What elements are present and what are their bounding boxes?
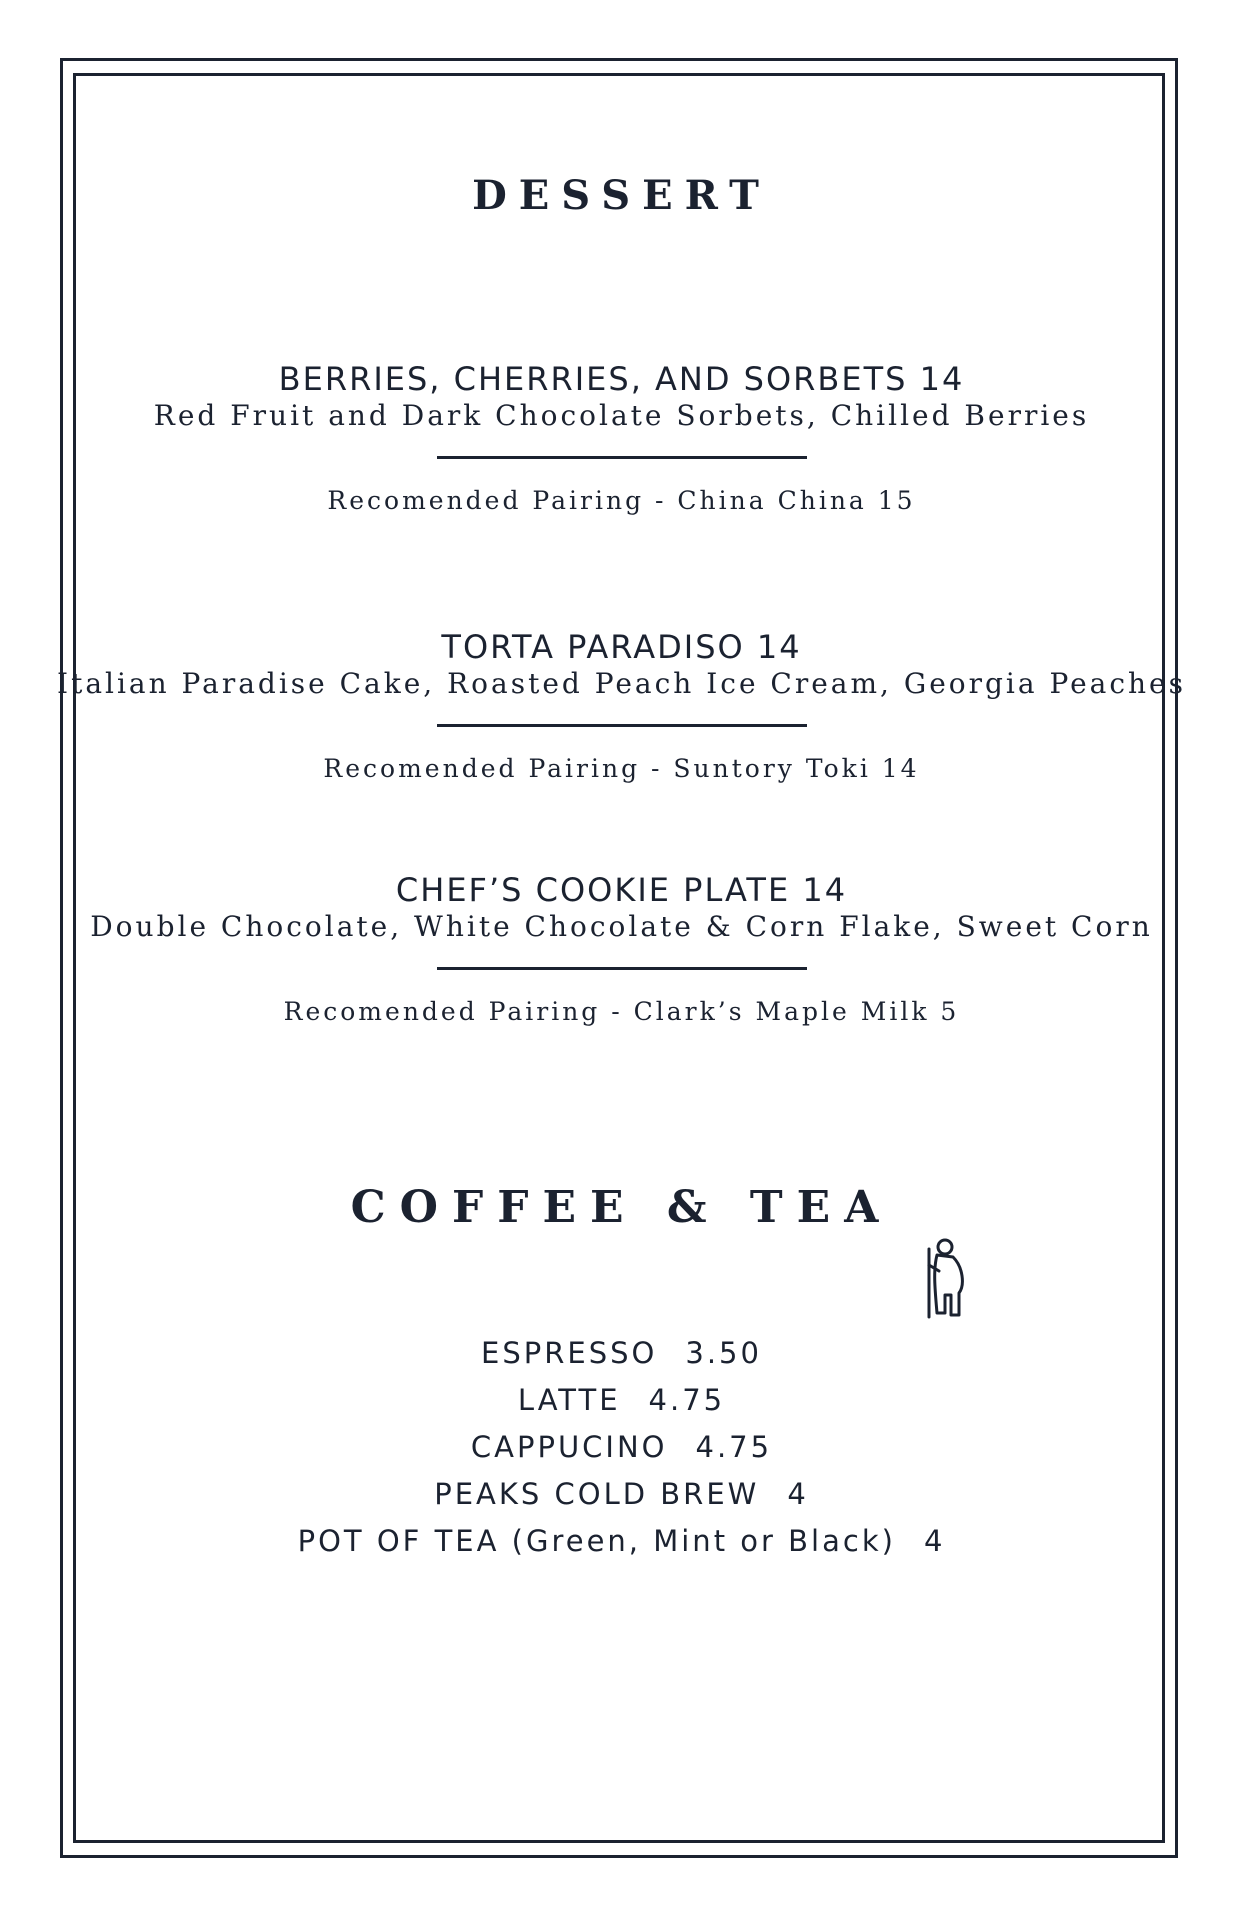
dessert-item-name: BERRIES, CHERRIES, AND SORBETS 14 xyxy=(278,360,965,398)
dessert-item-pairing: Recomended Pairing - Suntory Toki 14 xyxy=(323,754,920,783)
drink-item xyxy=(0,1330,1243,1377)
dessert-item xyxy=(0,360,1243,517)
drink-name: POT OF TEA (Green, Mint or Black) xyxy=(297,1524,896,1558)
dessert-item-name: TORTA PARADISO 14 xyxy=(441,628,802,666)
drink-item xyxy=(0,1518,1243,1565)
drink-price: 4 xyxy=(923,1524,946,1558)
dessert-section-title: DESSERT xyxy=(472,172,771,219)
coffee-tea-list xyxy=(0,1330,1243,1565)
dessert-item xyxy=(0,628,1243,785)
drink-name: PEAKS COLD BREW xyxy=(434,1477,760,1511)
dessert-item-name: CHEF’S COOKIE PLATE 14 xyxy=(395,871,848,909)
coffee-tea-section-title: COFFEE & TEA xyxy=(350,1182,893,1233)
dessert-item-description: Red Fruit and Dark Chocolate Sorbets, Chilled Berries xyxy=(153,399,1090,432)
drink-price: 3.50 xyxy=(685,1336,762,1370)
drink-name: LATTE xyxy=(517,1383,621,1417)
dessert-item-description: Double Chocolate, White Chocolate & Corn Flake, Sweet Corn xyxy=(90,910,1153,943)
figure-sketch-icon xyxy=(915,1235,975,1325)
drink-item xyxy=(0,1424,1243,1471)
drink-price: 4 xyxy=(787,1477,809,1511)
divider xyxy=(437,724,807,727)
dessert-item-pairing: Recomended Pairing - China China 15 xyxy=(327,486,916,515)
divider xyxy=(437,967,807,970)
drink-name: ESPRESSO xyxy=(481,1336,658,1370)
drink-name: CAPPUCINO xyxy=(470,1430,668,1464)
drink-item xyxy=(0,1471,1243,1518)
drink-price: 4.75 xyxy=(648,1383,726,1417)
dessert-item-pairing: Recomended Pairing - Clark’s Maple Milk 5 xyxy=(283,997,960,1026)
dessert-item xyxy=(0,871,1243,1028)
drink-price: 4.75 xyxy=(695,1430,773,1464)
dessert-item-description: Italian Paradise Cake, Roasted Peach Ice Cream, Georgia Peaches xyxy=(57,667,1186,700)
divider xyxy=(437,456,807,459)
drink-item xyxy=(0,1377,1243,1424)
